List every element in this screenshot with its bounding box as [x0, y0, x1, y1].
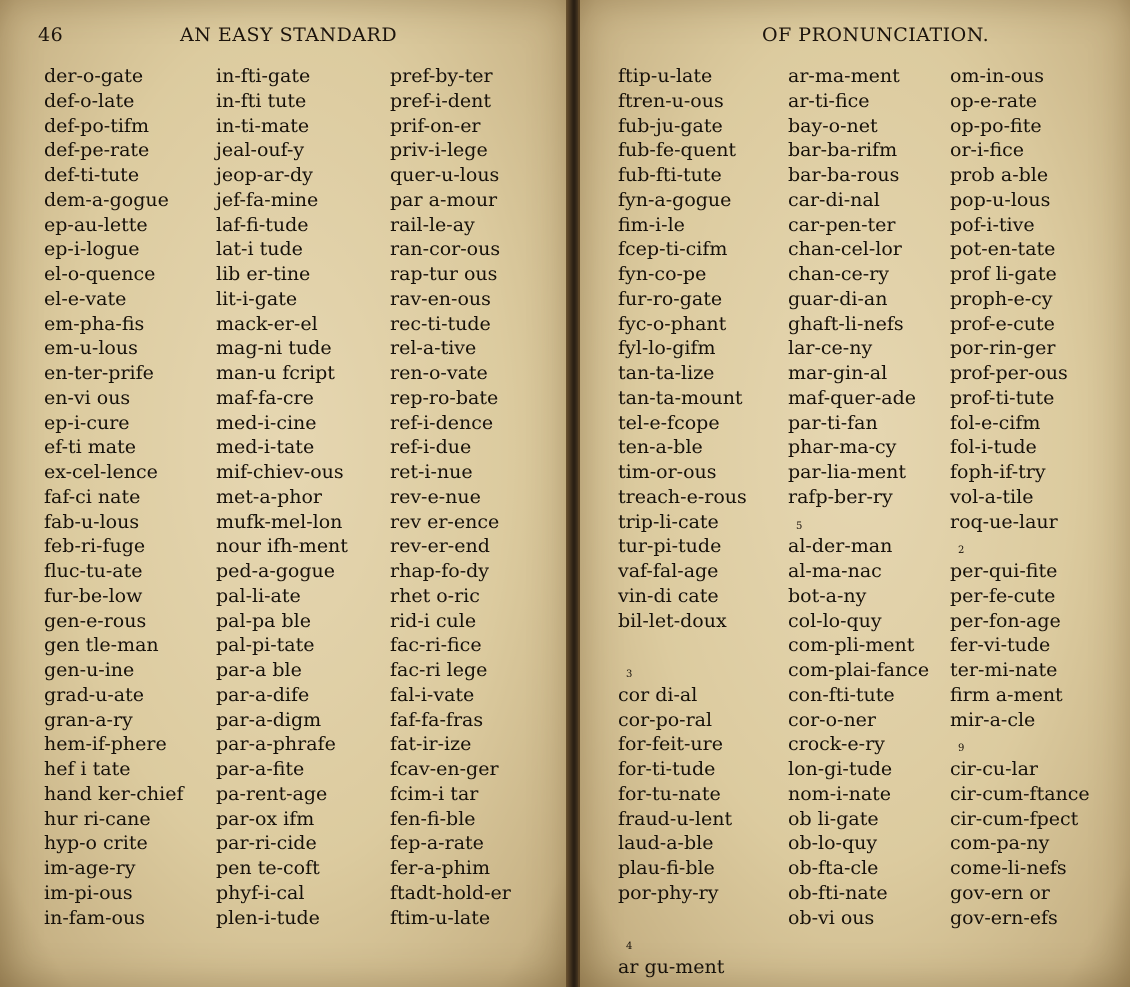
word-entry: op-e-rate [950, 89, 1037, 112]
word-entry: hur ri-cane [44, 807, 151, 830]
word-entry: mufk-mel-lon [216, 510, 343, 533]
word-entry: med-i-cine [216, 411, 317, 434]
word-entry: def-o-late [44, 89, 135, 112]
word-entry: fyn-a-gogue [618, 188, 732, 211]
word-entry: prof-per-ous [950, 362, 1068, 384]
right-page [578, 0, 1130, 987]
word-entry: prof-ti-tute [950, 386, 1055, 409]
word-entry: cor-po-ral [618, 708, 713, 731]
word-entry: for-ti-tude [618, 758, 716, 780]
word-entry: lar-ce-ny [788, 337, 873, 360]
word-entry: proph-e-cy [950, 287, 1053, 310]
section-marker: 2 [958, 545, 965, 557]
word-entry: hand ker-chief [44, 782, 184, 805]
word-entry: pref-by-ter [390, 65, 493, 87]
word-entry: ran-cor-ous [390, 238, 501, 261]
word-entry: fen-fi-ble [390, 807, 476, 830]
word-entry: com-pli-ment [788, 634, 915, 657]
word-entry: cir-cum-fpect [950, 807, 1079, 830]
word-entry: car-pen-ter [788, 213, 896, 236]
word-entry: car-di-nal [788, 188, 880, 211]
word-entry: el-o-quence [44, 263, 156, 285]
word-entry: mif-chiev-ous [216, 461, 344, 483]
word-entry: op-po-fite [950, 114, 1042, 137]
word-entry: gov-ern-efs [950, 906, 1058, 929]
word-entry: rev-er-end [390, 535, 490, 558]
word-entry: faf-ci nate [44, 485, 141, 508]
word-entry: im-age-ry [44, 857, 136, 879]
word-entry: tel-e-fcope [618, 411, 720, 434]
word-entry: guar-di-an [788, 287, 888, 310]
word-entry: rav-en-ous [390, 287, 491, 310]
word-entry: def-ti-tute [44, 164, 140, 186]
word-entry: prif-on-er [390, 114, 481, 137]
word-entry: bot-a-ny [788, 584, 867, 607]
word-entry: gov-ern or [950, 881, 1050, 904]
word-entry: faf-fa-fras [390, 708, 484, 731]
word-entry: der-o-gate [44, 65, 144, 87]
word-entry: ter-mi-nate [950, 659, 1058, 681]
word-entry: fyc-o-phant [618, 312, 727, 335]
word-entry: gen tle-man [44, 634, 159, 657]
word-entry: al-der-man [788, 535, 893, 558]
word-entry: el-e-vate [44, 287, 127, 310]
word-entry: en-ter-prife [44, 362, 154, 384]
word-entry: fat-ir-ize [390, 733, 472, 756]
word-entry: tur-pi-tude [618, 535, 722, 558]
word-entry: ghaft-li-nefs [788, 312, 904, 335]
word-entry: bar-ba-rous [788, 164, 900, 186]
word-entry: vin-di cate [618, 584, 719, 607]
word-entry: in-fti tute [216, 89, 307, 112]
word-entry: gen-e-rous [44, 609, 147, 632]
word-entry: feb-ri-fuge [44, 535, 146, 558]
word-entry: phar-ma-cy [788, 436, 897, 459]
word-entry: ref-i-dence [390, 411, 494, 434]
word-entry: per-fe-cute [950, 584, 1056, 607]
word-entry: pot-en-tate [950, 238, 1056, 261]
word-entry: in-ti-mate [216, 114, 310, 137]
word-entry: fer-a-phim [390, 857, 491, 879]
word-entry: met-a-phor [216, 485, 322, 508]
word-entry: par-a-digm [216, 708, 322, 731]
word-entry: in-fam-ous [44, 906, 145, 929]
word-entry: rev er-ence [390, 510, 500, 533]
word-column-2 [216, 64, 406, 930]
word-entry: maf-fa-cre [216, 386, 314, 409]
word-entry: fol-i-tude [950, 436, 1037, 459]
word-entry: ftim-u-late [390, 906, 491, 929]
word-entry: fub-ju-gate [618, 114, 723, 137]
word-entry: fub-fe-quent [618, 139, 737, 162]
word-entry: bil-let-doux [618, 609, 727, 632]
word-entry: par a-mour [390, 188, 498, 211]
word-entry: par-a-phrafe [216, 733, 336, 756]
word-entry: fur-be-low [44, 584, 143, 607]
word-entry: par-ti-fan [788, 411, 878, 434]
word-column-1 [44, 64, 234, 930]
word-entry: lit-i-gate [216, 287, 298, 310]
word-entry: cor di-al [618, 683, 698, 706]
word-entry: fyl-lo-gifm [618, 337, 716, 360]
word-column-4 [618, 64, 808, 980]
word-entry: com-pa-ny [950, 832, 1050, 855]
word-entry: prof li-gate [950, 263, 1057, 285]
word-entry: vaf-fal-age [618, 560, 719, 582]
word-entry: nom-i-nate [788, 782, 892, 805]
word-entry: lib er-tine [216, 263, 311, 285]
word-entry: rafp-ber-ry [788, 485, 893, 508]
word-entry: tim-or-ous [618, 461, 717, 483]
word-entry: fer-vi-tude [950, 634, 1051, 657]
word-entry: firm a-ment [950, 683, 1063, 706]
word-entry: treach-e-rous [618, 485, 747, 508]
word-entry: rap-tur ous [390, 263, 498, 285]
word-entry: al-ma-nac [788, 560, 882, 582]
word-column-6 [950, 64, 1130, 930]
word-entry: fraud-u-lent [618, 807, 733, 830]
word-entry: pop-u-lous [950, 188, 1051, 211]
word-entry: fcim-i tar [390, 782, 479, 805]
word-entry: quer-u-lous [390, 164, 500, 186]
word-entry: em-pha-fis [44, 312, 145, 335]
running-head-right: OF PRONUNCIATION. [762, 24, 990, 46]
word-entry: laud-a-ble [618, 832, 714, 855]
word-entry: ep-au-lette [44, 213, 148, 236]
word-entry: pal-pa ble [216, 609, 311, 632]
word-entry: fyn-co-pe [618, 263, 707, 285]
word-entry: def-po-tifm [44, 114, 149, 137]
word-entry: fal-i-vate [390, 683, 475, 706]
word-entry: ex-cel-lence [44, 461, 158, 483]
page-number: 46 [38, 24, 64, 46]
word-entry: mir-a-cle [950, 708, 1036, 731]
word-entry: par-ox ifm [216, 807, 315, 830]
word-entry: vol-a-tile [950, 485, 1034, 508]
word-entry: laf-fi-tude [216, 213, 309, 236]
word-entry: come-li-nefs [950, 857, 1067, 879]
word-entry: par-a ble [216, 659, 302, 681]
word-entry: om-in-ous [950, 65, 1045, 87]
word-entry: par-ri-cide [216, 832, 317, 855]
word-entry: fur-ro-gate [618, 287, 723, 310]
word-entry: ob-fta-cle [788, 857, 879, 879]
word-entry: en-vi ous [44, 386, 131, 409]
word-entry: ar-ti-fice [788, 89, 870, 112]
word-entry: med-i-tate [216, 436, 315, 459]
word-entry: ftren-u-ous [618, 89, 724, 112]
section-marker: 4 [626, 941, 633, 953]
word-entry: ref-i-due [390, 436, 472, 459]
word-entry: fluc-tu-ate [44, 560, 143, 582]
word-entry: trip-li-cate [618, 510, 719, 533]
word-entry: foph-if-try [950, 461, 1046, 483]
word-entry: rid-i cule [390, 609, 477, 632]
word-entry: man-u fcript [216, 362, 335, 384]
word-entry: col-lo-quy [788, 609, 882, 632]
word-entry: jef-fa-mine [216, 188, 319, 211]
word-entry: par-lia-ment [788, 461, 907, 483]
word-entry: jeop-ar-dy [216, 164, 313, 186]
word-entry: rec-ti-tude [390, 312, 491, 335]
word-entry: cor-o-ner [788, 708, 877, 731]
word-entry: ob-fti-nate [788, 881, 888, 904]
word-entry: mar-gin-al [788, 362, 888, 384]
word-entry: im-pi-ous [44, 881, 133, 904]
word-entry: fep-a-rate [390, 832, 484, 855]
word-entry: grad-u-ate [44, 683, 145, 706]
word-entry: prof-e-cute [950, 312, 1055, 335]
word-entry: plau-fi-ble [618, 857, 715, 879]
word-entry: bay-o-net [788, 114, 878, 137]
word-entry: prob a-ble [950, 164, 1049, 186]
word-entry: bar-ba-rifm [788, 139, 898, 162]
word-entry: fac-ri lege [390, 659, 488, 681]
word-entry: ten-a-ble [618, 436, 703, 459]
word-entry: par-a-dife [216, 683, 310, 706]
word-entry: ped-a-gogue [216, 560, 335, 582]
section-marker: 3 [626, 669, 633, 680]
word-entry: lon-gi-tude [788, 758, 893, 780]
word-entry: per-qui-fite [950, 560, 1058, 582]
word-entry: gen-u-ine [44, 659, 135, 681]
word-entry: chan-ce-ry [788, 263, 889, 285]
word-entry: ren-o-vate [390, 362, 488, 384]
word-entry: jeal-ouf-y [216, 139, 305, 162]
word-entry: fub-fti-tute [618, 164, 722, 186]
blank-line [618, 633, 808, 658]
word-entry: fim-i-le [618, 213, 685, 236]
word-entry: pof-i-tive [950, 213, 1035, 236]
word-entry: tan-ta-lize [618, 362, 715, 384]
word-entry: fol-e-cifm [950, 411, 1041, 434]
word-entry: mack-er-el [216, 312, 318, 335]
word-entry: ob-lo-quy [788, 832, 878, 855]
word-entry: ar gu-ment [618, 956, 725, 978]
word-entry: pal-pi-tate [216, 634, 315, 657]
word-entry: tan-ta-mount [618, 386, 743, 409]
word-entry: in-fti-gate [216, 65, 311, 87]
word-entry: com-plai-fance [788, 659, 930, 681]
word-entry: rel-a-tive [390, 337, 477, 360]
word-entry: gran-a-ry [44, 708, 133, 731]
word-entry: cir-cum-ftance [950, 782, 1090, 805]
blank-line [618, 906, 808, 931]
word-column-3 [390, 64, 580, 930]
word-entry: crock-e-ry [788, 733, 885, 756]
word-entry: pen te-coft [216, 857, 320, 879]
section-marker: 5 [796, 520, 803, 532]
word-entry: pal-li-ate [216, 584, 301, 607]
word-entry: con-fti-tute [788, 683, 895, 706]
word-entry: ob li-gate [788, 807, 879, 830]
word-entry: hem-if-phere [44, 733, 167, 756]
word-entry: em-u-lous [44, 337, 138, 360]
word-entry: ob-vi ous [788, 906, 875, 929]
running-head-left: AN EASY STANDARD [180, 24, 398, 46]
word-entry: por-rin-ger [950, 337, 1056, 360]
word-entry: roq-ue-laur [950, 510, 1058, 533]
word-entry: hyp-o crite [44, 832, 148, 855]
word-entry: for-feit-ure [618, 733, 723, 756]
word-entry: ef-ti mate [44, 436, 136, 459]
word-entry: plen-i-tude [216, 906, 320, 929]
word-entry: hef i tate [44, 758, 131, 780]
word-entry: phyf-i-cal [216, 881, 305, 904]
word-entry: maf-quer-ade [788, 386, 916, 409]
word-entry: per-fon-age [950, 609, 1061, 632]
word-entry: pref-i-dent [390, 89, 492, 112]
word-entry: ftip-u-late [618, 65, 713, 87]
word-entry: fab-u-lous [44, 510, 140, 533]
word-entry: ar-ma-ment [788, 65, 900, 87]
word-entry: pa-rent-age [216, 782, 328, 805]
word-entry: mag-ni tude [216, 337, 332, 360]
word-entry: cir-cu-lar [950, 758, 1039, 780]
word-entry: nour ifh-ment [216, 535, 348, 558]
word-entry: dem-a-gogue [44, 188, 169, 211]
section-marker: 9 [958, 743, 965, 755]
word-entry: fac-ri-fice [390, 634, 482, 657]
word-entry: par-a-fite [216, 758, 305, 780]
word-entry: ret-i-nue [390, 461, 473, 483]
word-entry: for-tu-nate [618, 782, 721, 805]
word-entry: rev-e-nue [390, 485, 481, 508]
word-entry: priv-i-lege [390, 139, 488, 162]
word-entry: por-phy-ry [618, 881, 719, 904]
word-entry: chan-cel-lor [788, 238, 902, 261]
word-entry: ep-i-logue [44, 238, 140, 261]
word-entry: rep-ro-bate [390, 386, 499, 409]
word-entry: def-pe-rate [44, 139, 150, 162]
word-entry: fcav-en-ger [390, 758, 499, 780]
word-entry: fcep-ti-cifm [618, 238, 728, 261]
word-entry: rail-le-ay [390, 213, 475, 236]
word-entry: or-i-fice [950, 139, 1024, 162]
word-entry: rhet o-ric [390, 584, 480, 607]
word-entry: ep-i-cure [44, 411, 130, 434]
word-entry: lat-i tude [216, 238, 303, 261]
word-entry: ftadt-hold-er [390, 881, 511, 904]
word-entry: rhap-fo-dy [390, 560, 490, 582]
